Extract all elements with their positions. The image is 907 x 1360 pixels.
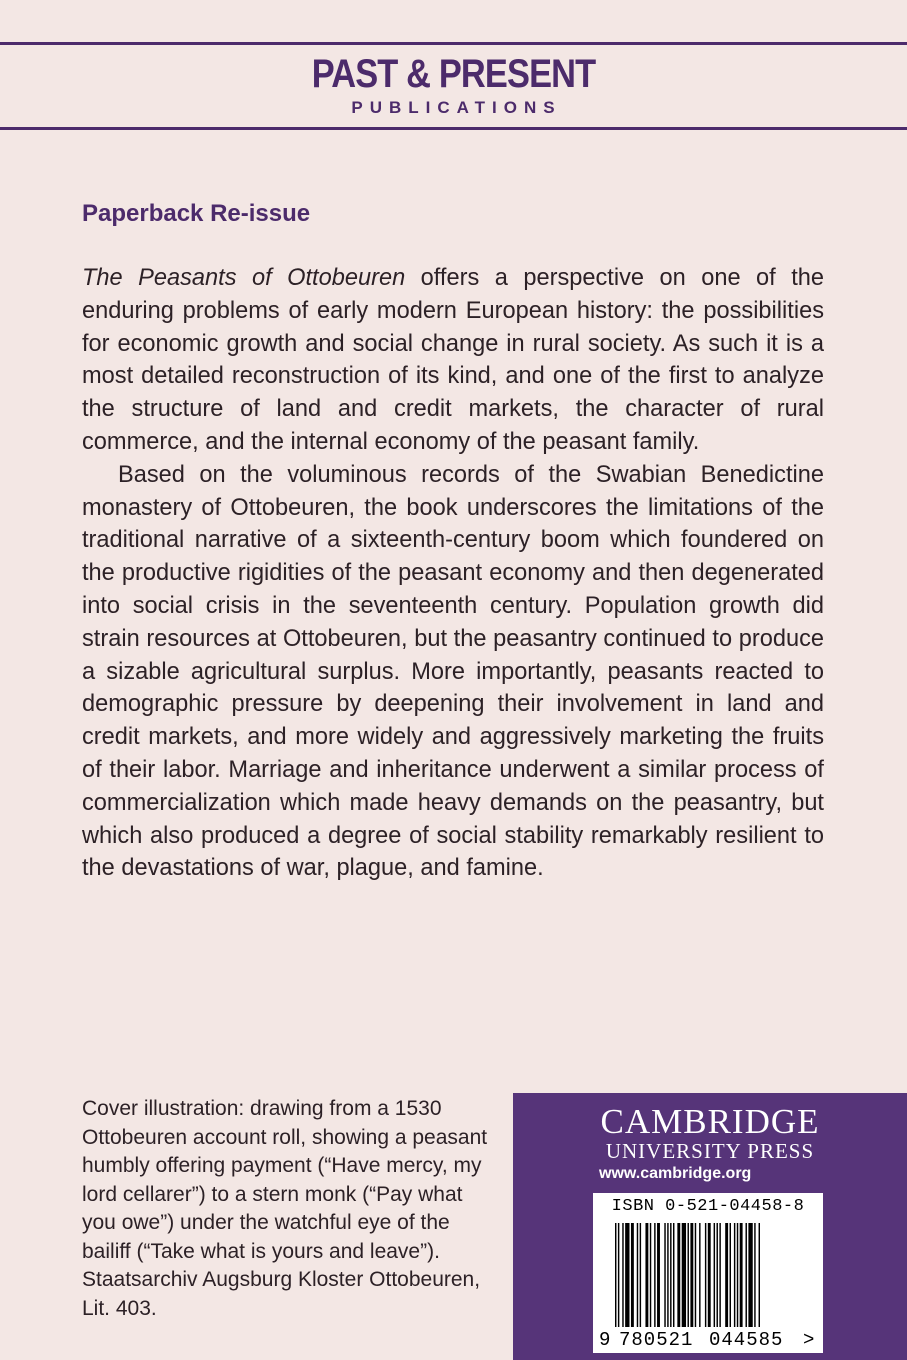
barcode-bar bbox=[670, 1223, 671, 1339]
barcode-bar bbox=[719, 1223, 720, 1339]
barcode-bar bbox=[688, 1223, 689, 1339]
barcode-bar bbox=[734, 1223, 735, 1339]
book-title: The Peasants of Ottobeuren bbox=[82, 265, 406, 291]
barcode-bar bbox=[690, 1223, 693, 1339]
barcode-bar bbox=[615, 1223, 616, 1339]
barcode-bar bbox=[737, 1223, 738, 1339]
brand-title: PAST & PRESENT bbox=[311, 52, 596, 96]
barcode-box bbox=[593, 1193, 823, 1353]
barcode-bar bbox=[657, 1223, 660, 1339]
isbn-label: ISBN 0-521-04458-8 bbox=[611, 1197, 805, 1216]
barcode-bar bbox=[705, 1223, 706, 1339]
barcode-bar bbox=[640, 1223, 641, 1339]
description-paragraph-2: Based on the voluminous records of the Swabian Benedictine monastery of Ottobeuren, the book underscores the limitations of the traditional narrative of a sixteenth-century boom which foundered on the productive rigidities of the peasant economy and then degenerated into social crisis in the seventeenth century. Population growth did strain resources at Ottobeuren, but the peasantry continued to produce a sizable agricultural surplus. More importantly, peasants reacted to demographic pressure by deepening their involvement in land and credit markets, and more widely and aggressively marketing the fruits of their labor. Marriage and inheritance underwent a similar process of commercialization which made heavy demands on the peasantry, but which also produced a degree of social stability remarkably resilient to the devastations of war, plague, and famine. bbox=[82, 461, 824, 882]
book-description bbox=[82, 262, 824, 885]
barcode-bar bbox=[625, 1223, 629, 1339]
description-paragraph-1 bbox=[82, 262, 824, 459]
barcode-digit-end: > bbox=[803, 1329, 815, 1351]
barcode-bar bbox=[708, 1223, 711, 1339]
header-rule-bottom bbox=[0, 127, 907, 130]
barcode-bar bbox=[664, 1223, 665, 1339]
barcode-bar bbox=[746, 1223, 747, 1339]
barcode-bar bbox=[654, 1223, 655, 1339]
barcode-bar bbox=[622, 1223, 623, 1339]
publisher-panel bbox=[513, 1093, 907, 1360]
barcode-bar bbox=[699, 1223, 700, 1339]
barcode-bar bbox=[730, 1223, 731, 1339]
section-heading: Paperback Re-issue bbox=[82, 200, 311, 227]
cover-illustration-caption: Cover illustration: drawing from a 1530 Ottobeuren account roll, showing a peasant humbly offering payment (“Have mercy, my lord cellarer”) to a stern monk (“Pay what you owe”) under the watchful eye of the bailiff (“Take what is yours and leave”). Staatsarchiv Augsburg Kloster Ottobeuren, Lit. 403. bbox=[82, 1097, 488, 1320]
brand-subtitle: PUBLICATIONS bbox=[351, 98, 562, 117]
barcode-bar bbox=[682, 1223, 686, 1339]
barcode-bar bbox=[759, 1223, 760, 1339]
barcode-digits-group1: 780521 bbox=[619, 1329, 694, 1351]
barcode-bar bbox=[677, 1223, 680, 1339]
publisher-brand bbox=[0, 52, 907, 118]
barcode-bar bbox=[714, 1223, 715, 1339]
barcode-bar bbox=[673, 1223, 674, 1339]
barcode-bar bbox=[725, 1223, 728, 1339]
barcode-digit-first: 9 bbox=[599, 1329, 611, 1351]
barcode-bar bbox=[695, 1223, 696, 1339]
barcode-bar bbox=[618, 1223, 619, 1339]
barcode-bar bbox=[740, 1223, 743, 1339]
barcode-bar bbox=[637, 1223, 638, 1339]
barcode-bar bbox=[650, 1223, 651, 1339]
barcode-graphic bbox=[597, 1223, 819, 1351]
barcode-bar bbox=[645, 1223, 648, 1339]
press-name: CAMBRIDGE bbox=[600, 1102, 820, 1141]
barcode-digits-group2: 044585 bbox=[709, 1329, 784, 1351]
barcode-bar bbox=[748, 1223, 752, 1339]
press-url[interactable]: www.cambridge.org bbox=[599, 1165, 752, 1182]
barcode-bar bbox=[754, 1223, 755, 1339]
barcode-bar bbox=[667, 1223, 668, 1339]
barcode-bar bbox=[717, 1223, 718, 1339]
barcode-bar bbox=[631, 1223, 634, 1339]
press-subtitle: UNIVERSITY PRESS bbox=[605, 1139, 815, 1163]
header-rule-top bbox=[0, 42, 907, 45]
paragraph-1-text: offers a perspective on one of the enduring problems of early modern European history: the possibilities for economic growth and social change in rural society. As such it is a most detailed reconstruction of its kind, and one of the first to analyze the structure of land and credit markets, the character of rural commerce, and the internal economy of the peasant family. bbox=[82, 265, 825, 455]
